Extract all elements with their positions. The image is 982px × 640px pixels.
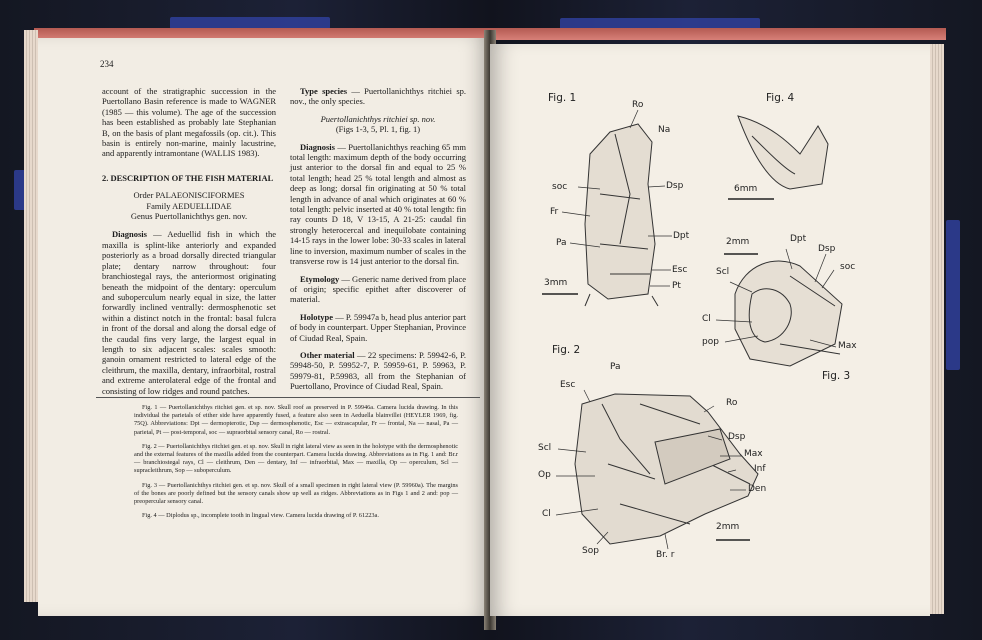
type-species-heading: Type species xyxy=(300,86,348,96)
fig2-title: Fig. 2 xyxy=(552,344,581,356)
other-material-heading: Other material xyxy=(300,349,355,360)
right-page xyxy=(490,44,930,616)
genus-diagnosis xyxy=(102,229,276,396)
fig3-label-scl: Scl xyxy=(716,267,730,277)
fig1-label-dpt: Dpt xyxy=(673,231,690,241)
etymology xyxy=(290,274,466,305)
caption-fig4: Fig. 4 — Diplodus sp., incomplete tooth in lingual view. Camera lucida drawing of P. 61223a. xyxy=(142,512,379,520)
cover-marbling xyxy=(946,220,960,370)
fig2-label-brr: Br. r xyxy=(656,550,675,560)
figure-captions xyxy=(134,404,458,526)
taxon-order: Order PALAEONISCIFORMES xyxy=(133,190,245,201)
fig4-title: Fig. 4 xyxy=(766,92,795,104)
fig2-label-cl: Cl xyxy=(542,509,551,519)
leader-line xyxy=(584,390,590,402)
species-figs: (Figs 1-3, 5, Pl. 1, fig. 1) xyxy=(335,124,421,135)
holotype-text: — P. 59947a b, head plus anterior part of body in counterpart. Upper Stephanian, Province of Ciudad Real, Spain. xyxy=(290,311,466,343)
leader-line xyxy=(665,534,668,549)
fig1-scale-label: 3mm xyxy=(544,278,568,288)
paragraph-stratigraphy: account of the stratigraphic succession in the Puertollano Basin reference is made to WAGNER (1985 — this volume). The age of the succession has been established as probably late Stephanian B, on the basis of plant megafossils (op. cit.). This basin is entirely non-marine, mainly lacustrine, and apparently intramontane (WALLIS 1983). xyxy=(102,86,276,159)
fig1-label-pt: Pt xyxy=(672,281,681,291)
diagnosis-text: — Aeduellid fish in which the maxilla is splint-like anteriorly and expanded posteriorly as a broad dorsally directed triangular plate; dentary narrow throughout: four branchiostegal rays, the anteriormost originating beneath the midpoint of the dentary: operculum and suboperculum nearly equal in size, the latter forwardly inclined ventrally: dermosphenotic set within a distinct notch in the frontal: basal fulcra in front of the dorsal and along the dorsal edge of the caudal fins very large, the largest equal in length to six adjacent scales: scales smooth: ganoin ornament restricted to lateral edge of the cleithrum, the maxilla, dentary, infraorbital, rostral and extreme anterolateral edge of the frontal and consisting of low ridges and round patches. xyxy=(102,229,276,396)
caption-fig2: Fig. 2 — Puertollanichthys ritchiei gen. et sp. nov. Skull in right lateral view as seen in the holotype with the dermosphenotic and the external features of the maxilla added from the counterpart. Camera lucida drawing. Abbreviations as in Fig. 1 and: Br.r — branchiostegal rays, Cl — cleithrum, Den — dentary, Inf — infraorbital, Max — maxilla, Op — operculum, Scl — supracleithrum, Sop — suboperculum. xyxy=(134,442,458,475)
fig1-label-esc: Esc xyxy=(672,265,688,275)
text-column-1 xyxy=(102,86,276,403)
fig2-label-esc: Esc xyxy=(560,380,576,390)
page-edges-right xyxy=(930,44,944,614)
caption-fig1: Fig. 1 — Puertollanichthys ritchiei gen. et sp. nov. Skull roof as preserved in P. 59946a. Camera lucida drawing. In this individual the parietals of either side have apparently fused, a feature also seen in Aeduella blainvillei (HEYLER 1969, fig. 75Q). Abbreviations: Dpt — dermopterotic, Dsp — dermosphenotic, Esc — extrascapular, Fr — frontal, Na — nasal, Pa — parietal, Pt — post-temporal, soc — supraorbital sensory canal, Ro — rostral. xyxy=(134,404,458,436)
fig2-label-ro: Ro xyxy=(726,398,738,408)
page-number: 234 xyxy=(100,59,114,69)
holotype xyxy=(290,312,466,343)
fig2-label-dsp: Dsp xyxy=(728,432,746,442)
left-page xyxy=(38,38,490,616)
fig3-label-soc: soc xyxy=(840,262,856,272)
fig1-title: Fig. 1 xyxy=(548,92,577,104)
diagnosis-heading: Diagnosis xyxy=(112,229,147,240)
fig2-label-den: Den xyxy=(748,484,767,494)
leader-line xyxy=(822,270,834,288)
fig1-label-na: Na xyxy=(658,125,671,135)
type-species xyxy=(290,86,466,107)
fig3-label-dsp: Dsp xyxy=(818,244,836,254)
fig3-title: Fig. 3 xyxy=(822,370,851,382)
fig1-label-pa: Pa xyxy=(556,238,567,248)
etymology-heading: Etymology xyxy=(300,273,340,284)
species-name: Puertollanichthys ritchiei sp. nov. xyxy=(320,113,436,124)
taxon-family: Family AEDUELLIDAE xyxy=(146,200,232,211)
fig1-label-fr: Fr xyxy=(550,207,559,217)
fig3-label-cl: Cl xyxy=(702,314,711,324)
taxon-genus: Genus Puertollanichthys gen. nov. xyxy=(130,211,248,222)
leader-line xyxy=(704,406,714,412)
fig4-tooth-drawing xyxy=(738,116,828,189)
fig3-skull-drawing xyxy=(735,261,842,366)
fig4-scale-label: 6mm xyxy=(734,184,758,194)
type-species-text: — Puertollanichthys ritchiei sp. nov., the only species. xyxy=(290,86,467,107)
fig3-label-max: Max xyxy=(838,341,857,351)
fig1-skull-roof-drawing xyxy=(585,124,658,306)
etymology-text: — Generic name derived from place of origin; specific epithet after discoverer of material. xyxy=(290,273,466,305)
fig3-label-pop: pop xyxy=(702,337,719,347)
section-heading: 2. DESCRIPTION OF THE FISH MATERIAL xyxy=(102,172,274,183)
fig1-label-ro: Ro xyxy=(632,100,644,110)
leader-line xyxy=(648,186,665,187)
species-diagnosis xyxy=(290,142,466,267)
leader-line xyxy=(815,254,826,282)
fig1-label-dsp: Dsp xyxy=(666,181,684,191)
page-edges-left xyxy=(24,30,38,602)
caption-fig3: Fig. 3 — Puertollanichthys ritchiei gen. et sp. nov. Skull of a small specimen in right lateral view (P. 59960a). The margins of the bones are poorly defined but the sensory canals show up well as ridges. Abbreviations as in Figs 1 and 2 and: pop — preopercular sensory canal. xyxy=(134,481,458,506)
other-material xyxy=(290,350,466,392)
fig2-scale-label: 2mm xyxy=(716,522,740,532)
fig2-label-scl: Scl xyxy=(538,443,552,453)
text-column-2 xyxy=(290,86,466,399)
diagnosis2-text: — Puertollanichthys reaching 65 mm total length: maximum depth of the body occurring just anterior to the dorsal fin and equal to 25 % total length; head 25 % total length and almost as deep as long; dorsal fin originating at 50 % total length in advance of anal which originates at 60 % total length: pelvic inserted at 40 % total length: fin ray counts D 18, V 13-15, A 21-25: caudal fin strongly heterocercal and inequilobate containing 14-15 rays in the lower lobe: 30-33 scales in lateral line to inversion, maximum number of scales in the transverse row is 14 just anterior to the dorsal fin. xyxy=(290,141,466,267)
holotype-heading: Holotype xyxy=(300,311,334,322)
fig2-label-op: Op xyxy=(538,470,551,480)
fig2-label-pa: Pa xyxy=(610,362,621,372)
diagnosis2-heading: Diagnosis xyxy=(300,141,335,152)
other-material-text: — 22 specimens: P. 59942-6, P. 59948-50, P. 59952-7, P. 59959-61, P. 59963, P. 59979-81, P.59983, all from the Stephanian of Puertollano, Province of Ciudad Real, Spain. xyxy=(290,349,467,392)
figure-drawings xyxy=(490,44,930,616)
fig2-label-sop: Sop xyxy=(582,546,599,556)
fig2-label-inf: Inf xyxy=(754,464,766,474)
fig3-label-dpt: Dpt xyxy=(790,234,807,244)
fig1-label-soc: soc xyxy=(552,182,568,192)
fig3-scale-label: 2mm xyxy=(726,237,750,247)
fig2-label-max: Max xyxy=(744,449,763,459)
caption-divider xyxy=(96,397,480,398)
